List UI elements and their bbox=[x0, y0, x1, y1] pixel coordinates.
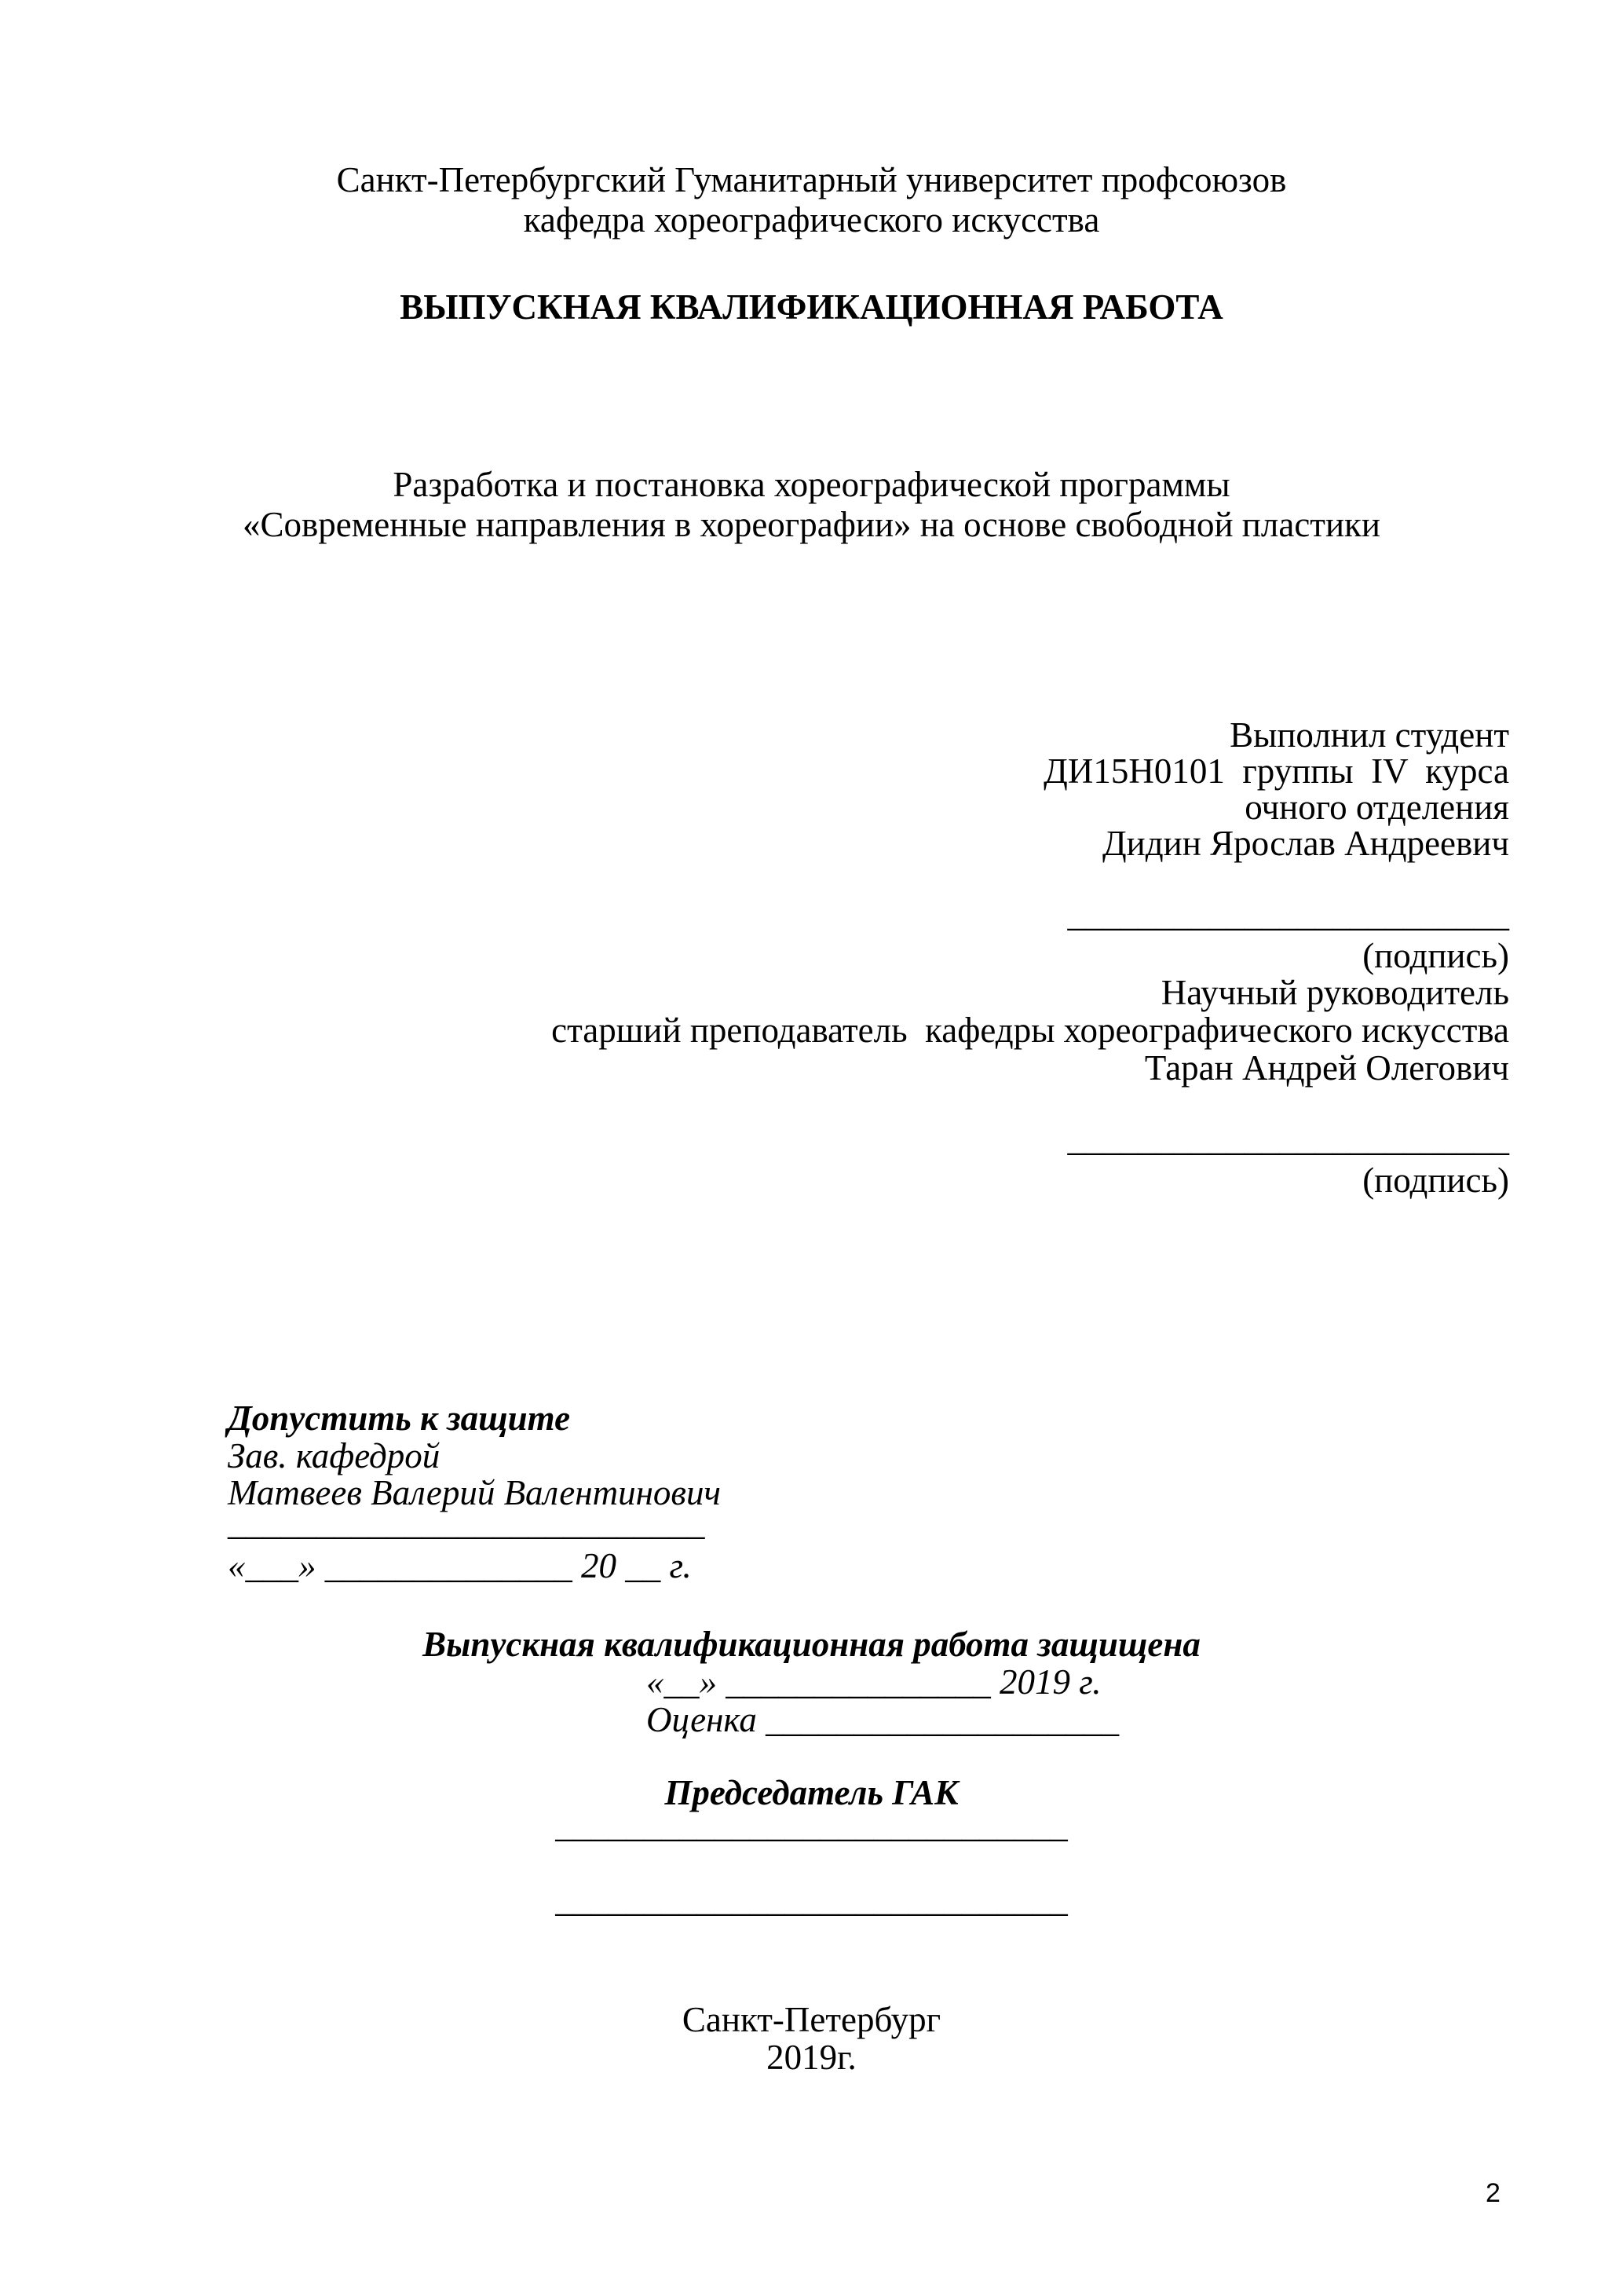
student-group: ДИ15Н0101 группы IV курса bbox=[1044, 751, 1509, 791]
chair-signature-line-1: _____________________________ bbox=[555, 1805, 1068, 1844]
university-name: Санкт-Петербургский Гуманитарный университет профсоюзов bbox=[336, 160, 1287, 199]
department-name: кафедра хореографического искусства bbox=[523, 200, 1100, 239]
admission-role: Зав. кафедрой bbox=[228, 1436, 440, 1475]
chair-signature-line-2: _____________________________ bbox=[555, 1880, 1068, 1919]
footer-city: Санкт-Петербург bbox=[682, 2000, 941, 2039]
admission-head-name: Матвеев Валерий Валентинович bbox=[228, 1473, 721, 1512]
student-name: Дидин Ярослав Андреевич bbox=[1102, 824, 1509, 863]
document-type-title: ВЫПУСКНАЯ КВАЛИФИКАЦИОННАЯ РАБОТА bbox=[400, 287, 1223, 327]
student-label: Выполнил студент bbox=[1230, 715, 1509, 755]
topic-line-2: «Современные направления в хореографии» на основе свободной пластики bbox=[243, 505, 1380, 544]
admission-signature-line: ___________________________ bbox=[228, 1503, 705, 1542]
supervisor-name: Таран Андрей Олегович bbox=[1144, 1048, 1509, 1088]
defense-title: Выпускная квалификационная работа защищена bbox=[422, 1625, 1201, 1664]
defense-grade-line: Оценка ____________________ bbox=[646, 1700, 1120, 1739]
supervisor-label: Научный руководитель bbox=[1161, 973, 1509, 1012]
admission-date-line: «___» ______________ 20 __ г. bbox=[228, 1546, 692, 1585]
chair-title: Председатель ГАК bbox=[664, 1773, 959, 1812]
defense-date-line: «__» _______________ 2019 г. bbox=[646, 1662, 1102, 1702]
student-signature-caption: (подпись) bbox=[1362, 936, 1509, 975]
student-department: очного отделения bbox=[1245, 788, 1509, 827]
supervisor-position: старший преподаватель кафедры хореографического искусства bbox=[551, 1011, 1509, 1050]
admission-title: Допустить к защите bbox=[228, 1398, 571, 1438]
student-signature-line: _________________________ bbox=[1067, 894, 1509, 934]
supervisor-signature-caption: (подпись) bbox=[1362, 1161, 1509, 1200]
footer-year: 2019г. bbox=[766, 2038, 857, 2077]
topic-line-1: Разработка и постановка хореографической программы bbox=[393, 465, 1230, 504]
supervisor-signature-line: _________________________ bbox=[1067, 1119, 1509, 1158]
page-number: 2 bbox=[1486, 2178, 1501, 2208]
